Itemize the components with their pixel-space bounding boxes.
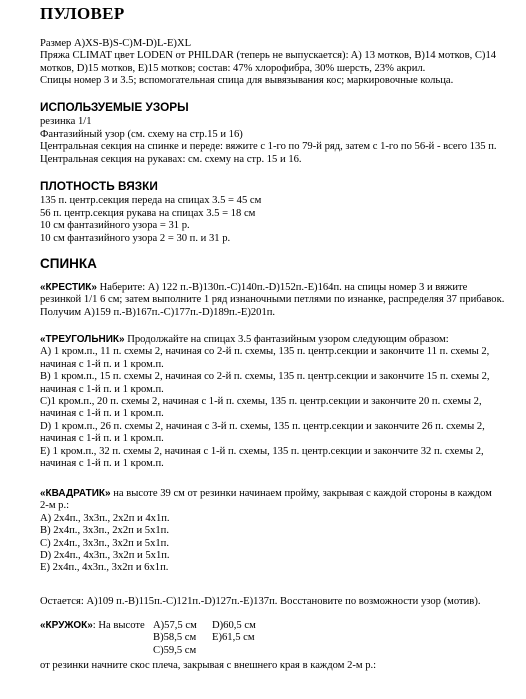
kvadratik-line-2: 2-м р.: bbox=[40, 500, 70, 512]
treugolnik-line: начиная с 1-й п. и 1 кром.п. bbox=[40, 383, 164, 395]
gauge-line: 10 см фантазийного узора 2 = 30 п. и 31 р. bbox=[40, 232, 231, 244]
document-title: ПУЛОВЕР bbox=[40, 4, 125, 23]
kvadratik-line: E) 2х4п., 4х3п., 3х2п и 6х1п. bbox=[40, 562, 169, 574]
krestik-block bbox=[40, 282, 518, 319]
needles-line: Спицы номер 3 и 3.5; вспомогательная спица для вывязывания кос; маркировочные кольца. bbox=[40, 75, 454, 87]
back-heading-block bbox=[40, 258, 518, 270]
kvadratik-label: «КВАДРАТИК» bbox=[40, 488, 111, 499]
treugolnik-line: начиная с 1-й п. и 1 кром.п. bbox=[40, 358, 164, 370]
treugolnik-line: начиная с 1-й п. и 1 кром.п. bbox=[40, 433, 164, 445]
yarn-line-1: Пряжа CLIMAT цвет LODEN от PHILDAR (теперь не выпускается): A) 13 мотков, B)14 мотков, C)14 bbox=[40, 50, 497, 62]
yarn-line-2: мотков, D)15 мотков, E)15 мотков; состав: 47% хлорофибра, 30% шерсть, 23% акрил. bbox=[40, 62, 426, 74]
kvadratik-line: A) 2х4п., 3х3п., 2х2п и 4х1п. bbox=[40, 512, 170, 524]
krestik-line-2: резинкой 1/1 6 см; затем выполните 1 ряд изнаночными петлями по изнанке, распределяя 37 прибавок. bbox=[40, 294, 505, 306]
patterns-block bbox=[40, 101, 518, 166]
kruzhok-last-line: от резинки начните скос плеча, закрывая с внешнего края в каждом 2-м р.: bbox=[40, 660, 377, 672]
pattern-line: Центральная секция на спинке и переде: вяжите с 1-го по 79-й ряд, затем с 1-го по 56-й - всего 135 п. bbox=[40, 141, 497, 153]
pattern-line: Фантазийный узор (см. схему на стр.15 и 16) bbox=[40, 128, 243, 140]
remaining-block bbox=[40, 596, 518, 608]
gauge-heading: ПЛОТНОСТЬ ВЯЗКИ bbox=[40, 179, 158, 193]
intro-block bbox=[40, 38, 518, 88]
kruzhok-size-b: B)58,5 см bbox=[153, 632, 197, 644]
kvadratik-line: C) 2х4п., 3х3п., 3х2п и 5х1п. bbox=[40, 537, 169, 549]
treugolnik-line: B) 1 кром.п., 15 п. схемы 2, начиная со 2-й п. схемы, 135 п. центр.секции и закончите 15 п. схемы 2, bbox=[40, 371, 490, 383]
gauge-line: 10 см фантазийного узора = 31 p. bbox=[40, 220, 190, 232]
treugolnik-block bbox=[40, 334, 518, 470]
sizes-line: Размер A)XS-B)S-C)M-D)L-E)XL bbox=[40, 38, 192, 49]
krestik-label: «КРЕСТИК» bbox=[40, 282, 97, 293]
kvadratik-text: на высоте 39 см от резинки начинаем пройму, закрывая с каждой стороны в каждом bbox=[110, 488, 492, 499]
krestik-text: Наберите: A) 122 п.-B)130п.-C)140п.-D)152п.-E)164п. на спицы номер 3 и вяжите bbox=[96, 282, 468, 293]
kvadratik-block bbox=[40, 488, 518, 575]
kruzhok-label: «КРУЖОК» bbox=[40, 620, 93, 631]
remaining-line: Остается: A)109 п.-B)115п.-C)121п.-D)127п.-E)137п. Восстановите по возможности узор (мотив). bbox=[40, 596, 481, 607]
gauge-line: 56 п. центр.секция рукава на спицах 3.5 = 18 см bbox=[40, 207, 256, 219]
treugolnik-label: «ТРЕУГОЛЬНИК» bbox=[40, 334, 125, 345]
kruzhok-block bbox=[40, 620, 518, 673]
gauge-block bbox=[40, 180, 518, 245]
back-heading: СПИНКА bbox=[40, 256, 97, 271]
treugolnik-line: A) 1 кром.п., 11 п. схемы 2, начиная со 2-й п. схемы, 135 п. центр.секции и закончите 11 п. схемы 2, bbox=[40, 346, 490, 358]
pattern-line: Центральная секция на рукавах: см. схему на стр. 15 и 16. bbox=[40, 153, 302, 165]
treugolnik-line: C)1 кром.п., 20 п. схемы 2, начиная с 1-й п. схемы, 135 п. центр.секции и закончите 20 п. схемы 2, bbox=[40, 396, 482, 408]
kruzhok-size-a: A)57,5 см bbox=[153, 620, 197, 631]
gauge-line: 135 п. центр.секция переда на спицах 3.5 = 45 см bbox=[40, 195, 262, 207]
kruzhok-size-e: E)61,5 см bbox=[212, 632, 255, 644]
patterns-heading: ИСПОЛЬЗУЕМЫЕ УЗОРЫ bbox=[40, 100, 189, 114]
kruzhok-size-d: D)60,5 см bbox=[212, 620, 256, 631]
treugolnik-text: Продолжайте на спицах 3.5 фантазийным узором следующим образом: bbox=[124, 334, 449, 345]
kvadratik-line: B) 2х4п., 3х3п., 2х2п и 5х1п. bbox=[40, 525, 169, 537]
krestik-line-3: Получим A)159 п.-B)167п.-C)177п.-D)189п.-E)201п. bbox=[40, 306, 276, 318]
treugolnik-line: D) 1 кром.п., 26 п. схемы 2, начиная с 3-й п. схемы, 135 п. центр.секции и закончите 26 п. схемы 2, bbox=[40, 420, 485, 432]
kvadratik-line: D) 2х4п., 4х3п., 3х2п и 5х1п. bbox=[40, 550, 170, 562]
kruzhok-intro: : На высоте bbox=[92, 620, 145, 631]
treugolnik-line: начиная с 1-й п. и 1 кром.п. bbox=[40, 458, 164, 470]
kruzhok-size-c: C)59,5 см bbox=[153, 644, 197, 656]
treugolnik-line: начиная с 1-й п. и 1 кром.п. bbox=[40, 408, 164, 420]
pattern-line: резинка 1/1 bbox=[40, 116, 92, 128]
treugolnik-line: E) 1 кром.п., 32 п. схемы 2, начиная с 1-й п. схемы, 135 п. центр.секции и закончите 32 п. схемы 2, bbox=[40, 445, 484, 457]
